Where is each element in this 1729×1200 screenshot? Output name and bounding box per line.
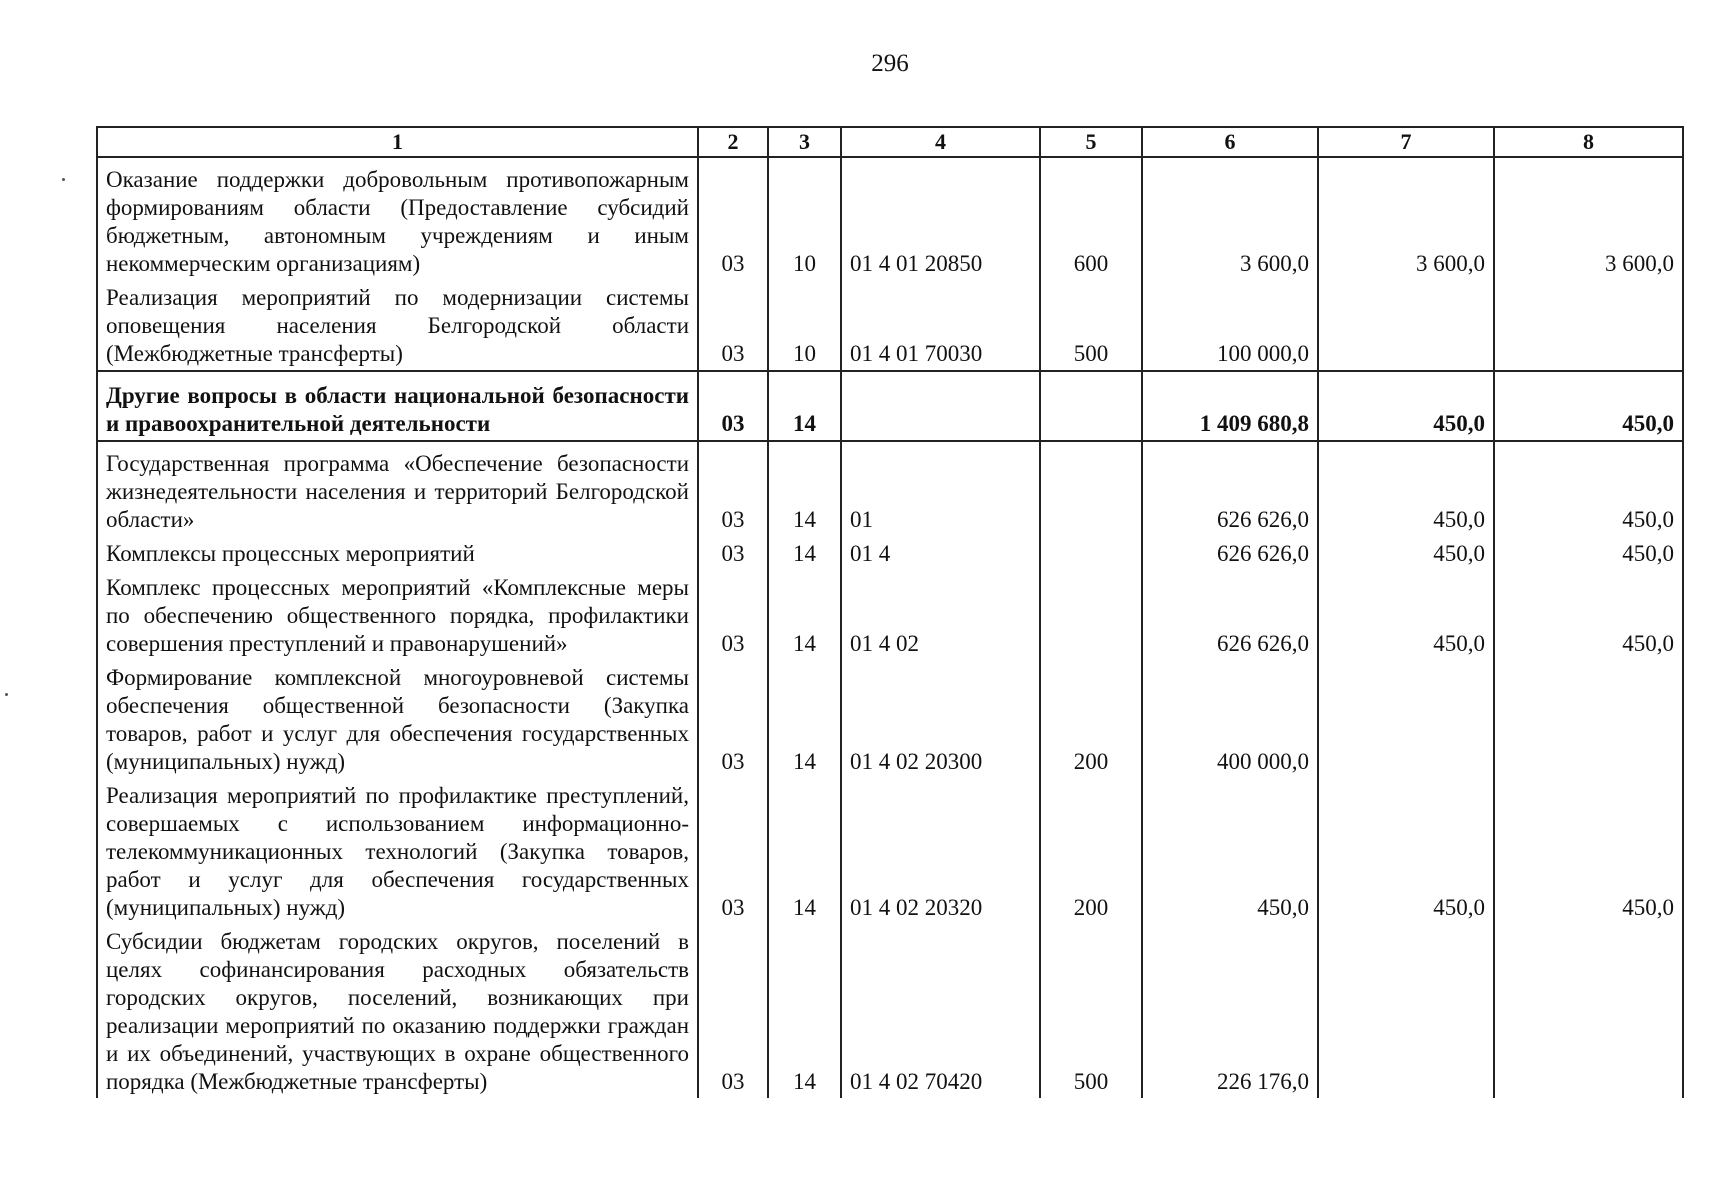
row-amount-col8: 450,0 <box>1494 441 1683 536</box>
row-section: 03 <box>698 157 768 280</box>
row-amount-col6: 3 600,0 <box>1142 157 1318 280</box>
header-row <box>97 127 1683 157</box>
table-row <box>97 778 1683 924</box>
row-section: 03 <box>698 778 768 924</box>
row-amount-col8 <box>1494 924 1683 1098</box>
row-expense-type <box>1040 536 1142 570</box>
table-row <box>97 570 1683 660</box>
row-name: Комплексы процессных мероприятий <box>97 536 698 570</box>
row-amount-col7: 450,0 <box>1318 441 1494 536</box>
page-number: 296 <box>871 50 909 77</box>
row-expense-type <box>1040 441 1142 536</box>
row-name: Государственная программа «Обеспечение безопасности жизнедеятельности населения и территорий Белгородской области» <box>97 441 698 536</box>
row-target-article: 01 4 <box>841 536 1040 570</box>
row-amount-col7: 450,0 <box>1318 778 1494 924</box>
row-amount-col6: 450,0 <box>1142 778 1318 924</box>
row-expense-type <box>1040 570 1142 660</box>
row-subsection: 14 <box>768 570 841 660</box>
row-amount-col7: 450,0 <box>1318 371 1494 441</box>
row-target-article: 01 4 01 70030 <box>841 280 1040 371</box>
row-name: Реализация мероприятий по профилактике преступлений, совершаемых с использованием информационно-телекоммуникационных технологий (Закупка товаров, работ и услуг для обеспечения государственных (муниципальных) нужд) <box>97 778 698 924</box>
row-amount-col7: 450,0 <box>1318 536 1494 570</box>
row-name: Субсидии бюджетам городских округов, поселений в целях софинансирования расходных обязательств городских округов, поселений, возникающих при реализации мероприятий по оказанию поддержки граждан и их объединений, участвующих в охране общественного порядка (Межбюджетные трансферты) <box>97 924 698 1098</box>
row-amount-col8 <box>1494 660 1683 778</box>
row-subsection: 14 <box>768 441 841 536</box>
row-name: Формирование комплексной многоуровневой системы обеспечения общественной безопасности (Закупка товаров, работ и услуг для обеспечения государственных (муниципальных) нужд) <box>97 660 698 778</box>
budget-table <box>96 126 1684 1098</box>
row-target-article: 01 4 02 <box>841 570 1040 660</box>
row-section: 03 <box>698 924 768 1098</box>
row-amount-col8: 450,0 <box>1494 570 1683 660</box>
row-expense-type: 600 <box>1040 157 1142 280</box>
row-target-article: 01 4 01 20850 <box>841 157 1040 280</box>
table-row <box>97 280 1683 371</box>
row-amount-col6: 1 409 680,8 <box>1142 371 1318 441</box>
row-expense-type: 500 <box>1040 924 1142 1098</box>
scan-speck <box>62 178 65 181</box>
row-amount-col6: 626 626,0 <box>1142 441 1318 536</box>
row-amount-col6: 400 000,0 <box>1142 660 1318 778</box>
row-section: 03 <box>698 371 768 441</box>
row-amount-col6: 626 626,0 <box>1142 536 1318 570</box>
header-col-6: 6 <box>1142 127 1318 157</box>
row-amount-col8 <box>1494 280 1683 371</box>
row-section: 03 <box>698 536 768 570</box>
row-name: Комплекс процессных мероприятий «Комплексные меры по обеспечению общественного порядка, профилактики совершения преступлений и правонарушений» <box>97 570 698 660</box>
row-name: Другие вопросы в области национальной безопасности и правоохранительной деятельности <box>97 371 698 441</box>
row-amount-col8: 450,0 <box>1494 778 1683 924</box>
header-col-2: 2 <box>698 127 768 157</box>
table-row <box>97 536 1683 570</box>
row-amount-col8: 3 600,0 <box>1494 157 1683 280</box>
header-col-4: 4 <box>841 127 1040 157</box>
row-target-article: 01 4 02 70420 <box>841 924 1040 1098</box>
table-row <box>97 924 1683 1098</box>
row-amount-col6: 626 626,0 <box>1142 570 1318 660</box>
row-subsection: 14 <box>768 778 841 924</box>
row-section: 03 <box>698 570 768 660</box>
row-subsection: 10 <box>768 157 841 280</box>
row-name: Оказание поддержки добровольным противопожарным формированиям области (Предоставление субсидий бюджетным, автономным учреждениям и иным некоммерческим организациям) <box>97 157 698 280</box>
row-section: 03 <box>698 280 768 371</box>
row-expense-type: 200 <box>1040 660 1142 778</box>
row-amount-col7 <box>1318 280 1494 371</box>
header-col-5: 5 <box>1040 127 1142 157</box>
row-name: Реализация мероприятий по модернизации системы оповещения населения Белгородской области (Межбюджетные трансферты) <box>97 280 698 371</box>
row-target-article: 01 4 02 20300 <box>841 660 1040 778</box>
row-section: 03 <box>698 441 768 536</box>
row-expense-type: 200 <box>1040 778 1142 924</box>
row-amount-col7 <box>1318 660 1494 778</box>
row-amount-col7 <box>1318 924 1494 1098</box>
row-target-article: 01 <box>841 441 1040 536</box>
row-amount-col8: 450,0 <box>1494 536 1683 570</box>
row-subsection: 14 <box>768 536 841 570</box>
row-expense-type <box>1040 371 1142 441</box>
budget-sheet <box>96 126 1682 1098</box>
row-subsection: 14 <box>768 371 841 441</box>
row-expense-type: 500 <box>1040 280 1142 371</box>
row-target-article <box>841 371 1040 441</box>
row-section: 03 <box>698 660 768 778</box>
row-amount-col7: 3 600,0 <box>1318 157 1494 280</box>
row-amount-col8: 450,0 <box>1494 371 1683 441</box>
row-subsection: 10 <box>768 280 841 371</box>
header-col-3: 3 <box>768 127 841 157</box>
row-subsection: 14 <box>768 660 841 778</box>
header-col-7: 7 <box>1318 127 1494 157</box>
table-row <box>97 660 1683 778</box>
row-amount-col7: 450,0 <box>1318 570 1494 660</box>
header-col-1: 1 <box>97 127 698 157</box>
row-amount-col6: 226 176,0 <box>1142 924 1318 1098</box>
scan-speck <box>5 693 8 696</box>
row-amount-col6: 100 000,0 <box>1142 280 1318 371</box>
header-col-8: 8 <box>1494 127 1683 157</box>
row-subsection: 14 <box>768 924 841 1098</box>
table-row <box>97 441 1683 536</box>
table-row-section-total <box>97 371 1683 441</box>
table-row <box>97 157 1683 280</box>
row-target-article: 01 4 02 20320 <box>841 778 1040 924</box>
